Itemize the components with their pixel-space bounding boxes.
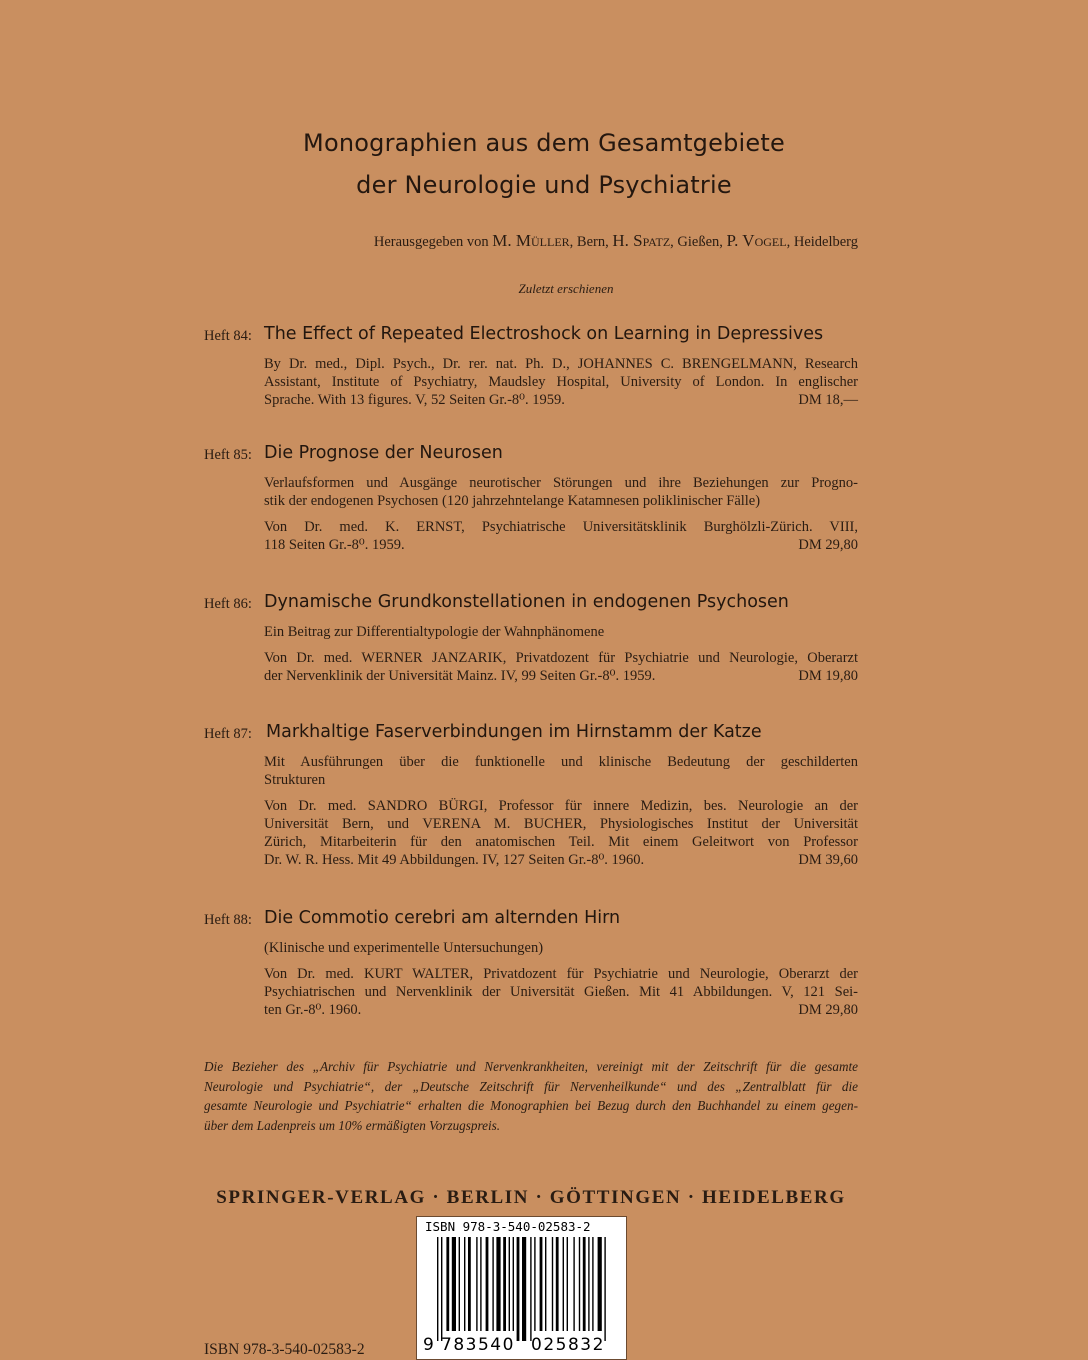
entry-title: The Effect of Repeated Electroshock on Learning in Depressives xyxy=(264,324,824,344)
entry-body xyxy=(264,474,858,554)
note-line: Die Bezieher des „Archiv für Psychiatrie und Nervenkrankheiten, vereinigt mit der Zeitschrift für die gesamte xyxy=(204,1059,858,1074)
entry-text-line: Assistant, Institute of Psychiatry, Maudsley Hospital, University of London. In englischer xyxy=(264,374,858,390)
editor-2: H. Spatz xyxy=(612,231,671,250)
barcode xyxy=(416,1216,627,1360)
barcode-bar xyxy=(563,1237,564,1331)
barcode-bar xyxy=(464,1237,465,1331)
barcode-digits-right: 025832 xyxy=(531,1335,605,1355)
barcode-bar xyxy=(583,1237,586,1331)
editors-line xyxy=(264,231,858,251)
barcode-bar xyxy=(509,1237,510,1331)
publisher-line: SPRINGER-VERLAG · BERLIN · GÖTTINGEN · HEIDELBERG xyxy=(216,1187,846,1208)
entry-title: Die Commotio cerebri am alternden Hirn xyxy=(264,908,621,928)
entry-text-line: By Dr. med., Dipl. Psych., Dr. rer. nat. Ph. D., JOHANNES C. BRENGELMANN, Research xyxy=(264,356,858,372)
barcode-bar xyxy=(496,1237,500,1331)
heft-number: Heft 87: xyxy=(204,726,252,742)
entry-price: DM 19,80 xyxy=(798,668,858,684)
heft-number: Heft 88: xyxy=(204,912,252,928)
barcode-bar xyxy=(476,1237,477,1331)
barcode-bar xyxy=(468,1237,471,1331)
barcode-bar xyxy=(530,1237,531,1341)
entry-text-line: Psychiatrischen und Nervenklinik der Universität Gießen. Mit 41 Abbildungen. V, 121 Sei- xyxy=(264,984,858,1000)
entry-price: DM 29,80 xyxy=(798,537,858,553)
barcode-isbn-label: ISBN 978-3-540-02583-2 xyxy=(425,1219,591,1234)
entry-title: Markhaltige Faserverbindungen im Hirnstamm der Katze xyxy=(266,722,762,742)
note-line: über dem Ladenpreis um 10% ermäßigten Vorzugspreis. xyxy=(204,1117,501,1133)
barcode-bar xyxy=(446,1237,449,1331)
entry-subtitle-line: stik der endogenen Psychosen (120 jahrzehntelange Katamnesen poliklinischer Fälle) xyxy=(264,493,761,509)
barcode-bar xyxy=(522,1237,526,1341)
entry-body xyxy=(264,939,858,1019)
barcode-digit-first: 9 xyxy=(423,1335,434,1355)
barcode-bar xyxy=(604,1237,605,1341)
entry-last-line: Sprache. With 13 figures. V, 52 Seiten Gr.-8⁰. 1959. xyxy=(264,392,565,408)
entry-subtitle-line: Mit Ausführungen über die funktionelle und klinische Bedeutung der geschilderten xyxy=(264,754,858,770)
barcode-bar xyxy=(517,1237,520,1341)
entry-subtitle-line: Strukturen xyxy=(264,772,326,788)
entry-last-line: Dr. W. R. Hess. Mit 49 Abbildungen. IV, 127 Seiten Gr.-8⁰. 1960. xyxy=(264,852,645,868)
entry-last-line: 118 Seiten Gr.-8⁰. 1959. xyxy=(264,537,405,553)
entry-title: Dynamische Grundkonstellationen in endogenen Psychosen xyxy=(264,592,789,612)
heft-number: Heft 84: xyxy=(204,328,252,344)
barcode-bar xyxy=(437,1237,438,1341)
editor-1: M. Müller xyxy=(492,231,570,250)
series-title-line-2: der Neurologie und Psychiatrie xyxy=(356,171,732,199)
entry-text-line: Von Dr. med. K. ERNST, Psychiatrische Universitätsklinik Burghölzli-Zürich. VIII, xyxy=(264,519,858,535)
entry-subtitle-line: (Klinische und experimentelle Untersuchungen) xyxy=(264,940,544,956)
barcode-bar xyxy=(592,1237,593,1331)
barcode-bar xyxy=(545,1237,546,1331)
entry-body xyxy=(264,355,858,409)
barcode-bar xyxy=(441,1237,442,1341)
editor-3-place: , Heidelberg xyxy=(786,234,858,250)
barcode-digits-left: 783540 xyxy=(441,1335,515,1355)
barcode-bar xyxy=(534,1237,535,1331)
barcode-bar xyxy=(486,1237,489,1331)
barcode-bar xyxy=(552,1237,553,1331)
entry-subtitle-line: Verlaufsformen und Ausgänge neurotischer Störungen und ihre Beziehungen zur Progno- xyxy=(264,475,858,491)
note-line: Neurologie und Psychiatrie“, der „Deutsche Zeitschrift für Nervenheilkunde“ und des „Zentralblatt für die xyxy=(204,1078,858,1094)
entry-price: DM 18,— xyxy=(798,392,858,408)
entry-price: DM 39,60 xyxy=(798,852,858,868)
barcode-bar xyxy=(573,1237,574,1331)
barcode-bar xyxy=(480,1237,481,1331)
recent-label: Zuletzt erschienen xyxy=(518,281,614,296)
barcode-bars xyxy=(417,1237,626,1341)
subscriber-note xyxy=(204,1057,858,1135)
barcode-bar xyxy=(588,1237,589,1331)
entry-text-line: Universität Bern, und VERENA M. BUCHER, Physiologisches Institut der Universität xyxy=(264,816,858,832)
heft-number: Heft 85: xyxy=(204,447,252,463)
barcode-bar xyxy=(503,1237,506,1331)
barcode-bar xyxy=(540,1237,543,1331)
series-title-line-1: Monographien aus dem Gesamtgebiete xyxy=(303,129,785,157)
barcode-bar xyxy=(556,1237,559,1331)
barcode-bar xyxy=(452,1237,456,1331)
entry-text-line: Zürich, Mitarbeiterin für den anatomischen Teil. Mit einem Geleitwort von Professor xyxy=(264,834,858,850)
entry-last-line: der Nervenklinik der Universität Mainz. IV, 99 Seiten Gr.-8⁰. 1959. xyxy=(264,668,656,684)
entry-text-line: Von Dr. med. WERNER JANZARIK, Privatdozent für Psychiatrie und Neurologie, Oberarzt xyxy=(264,650,858,666)
entry-body xyxy=(264,623,858,685)
barcode-bar xyxy=(513,1237,514,1331)
barcode-bar xyxy=(567,1237,568,1331)
entry-price: DM 29,80 xyxy=(798,1002,858,1018)
barcode-bar xyxy=(579,1237,580,1331)
heft-number: Heft 86: xyxy=(204,596,252,612)
isbn-text: ISBN 978-3-540-02583-2 xyxy=(204,1341,365,1358)
editor-1-place: , Bern, xyxy=(569,234,613,250)
editor-2-place: , Gießen, xyxy=(670,234,727,250)
barcode-bar xyxy=(459,1237,460,1331)
entry-last-line: ten Gr.-8⁰. 1960. xyxy=(264,1002,362,1018)
entry-subtitle-line: Ein Beitrag zur Differentialtypologie der Wahnphänomene xyxy=(264,624,605,640)
note-line: gesamte Neurologie und Psychiatrie“ erhalten die Monographien bei Bezug durch den Buchhandel zu einem gegen- xyxy=(204,1098,858,1113)
barcode-bar xyxy=(598,1237,602,1331)
editors-prefix: Herausgegeben von xyxy=(373,234,493,250)
editor-3: P. Vogel xyxy=(726,231,787,250)
entry-body xyxy=(264,753,858,869)
entry-text-line: Von Dr. med. SANDRO BÜRGI, Professor für innere Medizin, bes. Neurologie an der xyxy=(264,798,858,814)
barcode-bar xyxy=(492,1237,493,1331)
entry-title: Die Prognose der Neurosen xyxy=(264,443,503,463)
entry-text-line: Von Dr. med. KURT WALTER, Privatdozent für Psychiatrie und Neurologie, Oberarzt der xyxy=(264,966,858,982)
